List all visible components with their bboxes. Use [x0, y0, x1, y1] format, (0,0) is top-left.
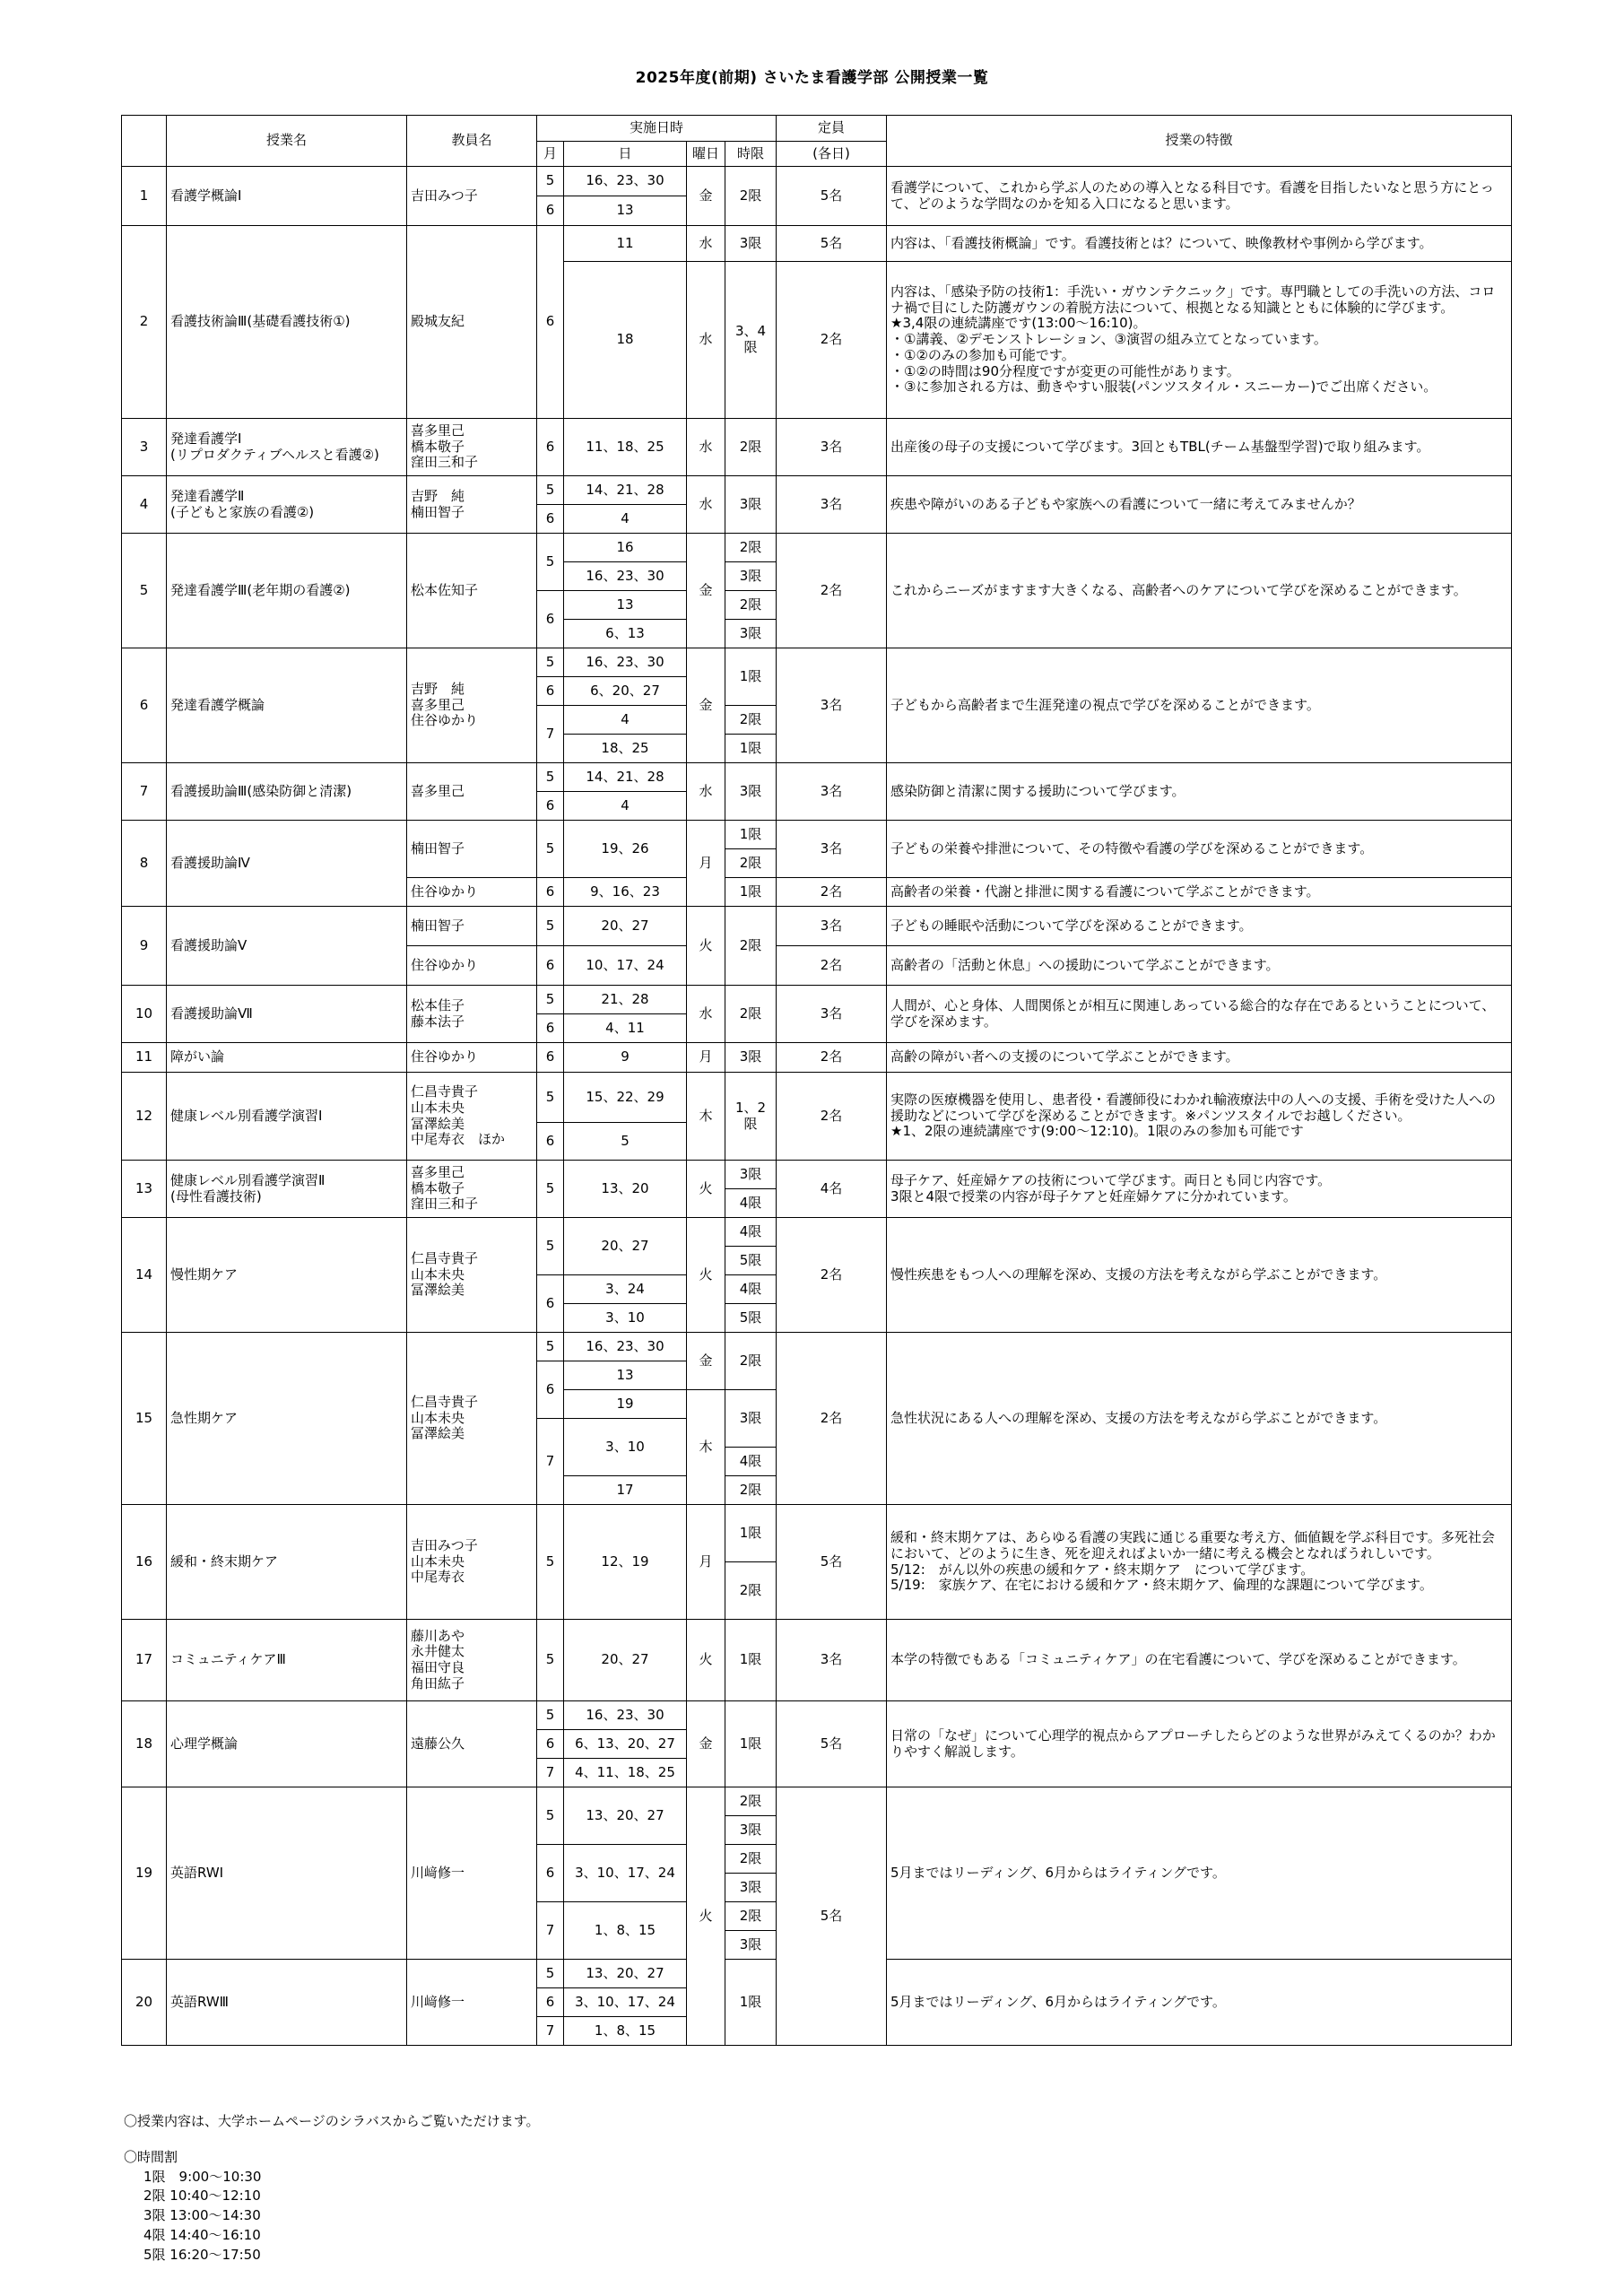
capacity-cell: 4名	[777, 1161, 887, 1218]
period-cell: 3限	[725, 1816, 777, 1845]
month-cell: 6	[537, 792, 564, 821]
feature-cell: 看護学について、これから学ぶ人のための導入となる科目です。看護を目指したいなと思う方にとって、どのような学問なのかを知る入口になると思います。	[887, 167, 1512, 226]
day-cell: 13	[564, 1361, 687, 1390]
teacher-name-cell: 松本佳子 藤本法子	[407, 986, 537, 1043]
feature-cell: 日常の「なぜ」について心理学的視点からアプローチしたらどのような世界がみえてくるのか？わかりやすく解説します。	[887, 1701, 1512, 1787]
period-cell: 3限	[725, 763, 777, 821]
period-cell: 2限	[725, 1333, 777, 1390]
feature-cell: 母子ケア、妊産婦ケアの技術について学びます。両日とも同じ内容です。 3限と4限で授業の内容が母子ケアと妊産婦ケアに分かれています。	[887, 1161, 1512, 1218]
teacher-name-cell: 吉田みつ子 山本未央 中尾寿衣	[407, 1505, 537, 1620]
course-name-cell: 英語RWⅢ	[167, 1960, 407, 2046]
day-cell: 4	[564, 792, 687, 821]
period-cell: 4限	[725, 1275, 777, 1304]
row-number-cell: 14	[122, 1218, 167, 1333]
weekday-cell: 金	[687, 1701, 725, 1787]
row-number-cell: 1	[122, 167, 167, 226]
period-cell: 5限	[725, 1304, 777, 1333]
row-number-cell: 18	[122, 1701, 167, 1787]
day-cell: 14、21、28	[564, 476, 687, 505]
day-cell: 3、10、17、24	[564, 1988, 687, 2017]
table-row	[122, 986, 1512, 1014]
feature-cell: 出産後の母子の支援について学びます。3回ともTBL(チーム基盤型学習)で取り組みます。	[887, 419, 1512, 476]
day-cell: 11	[564, 226, 687, 262]
capacity-cell: 5名	[777, 1701, 887, 1787]
row-number-cell: 15	[122, 1333, 167, 1505]
day-cell: 13、20、27	[564, 1960, 687, 1988]
feature-cell: 感染防御と清潔に関する援助について学びます。	[887, 763, 1512, 821]
feature-cell: 高齢者の「活動と休息」への援助について学ぶことができます。	[887, 946, 1512, 986]
teacher-name-cell: 住谷ゆかり	[407, 946, 537, 986]
feature-cell: 人間が、心と身体、人間関係とが相互に関連しあっている総合的な存在であるということについて、学びを深めます。	[887, 986, 1512, 1043]
course-name-cell: 看護技術論Ⅲ(基礎看護技術①)	[167, 226, 407, 419]
month-cell: 6	[537, 1275, 564, 1333]
month-cell: 5	[537, 1161, 564, 1218]
day-cell: 1、8、15	[564, 2017, 687, 2046]
period-cell: 4限	[725, 1189, 777, 1218]
table-row	[122, 1218, 1512, 1247]
day-cell: 13、20、27	[564, 1787, 687, 1845]
feature-cell: 高齢の障がい者への支援のについて学ぶことができます。	[887, 1043, 1512, 1073]
month-cell: 6	[537, 677, 564, 706]
timetable-heading: 〇時間割	[124, 2148, 178, 2165]
day-cell: 3、10	[564, 1419, 687, 1476]
day-cell: 10、17、24	[564, 946, 687, 986]
weekday-cell: 月	[687, 1043, 725, 1073]
month-cell: 7	[537, 1902, 564, 1960]
timetable-slot: 4限 14:40～16:10	[143, 2226, 261, 2243]
row-number-cell: 4	[122, 476, 167, 534]
timetable-slot: 3限 13:00～14:30	[143, 2207, 261, 2223]
teacher-name-cell: 喜多里己 橋本敬子 窪田三和子	[407, 419, 537, 476]
feature-cell: 本学の特徴でもある「コミュニティケア」の在宅看護について、学びを深めることができます。	[887, 1620, 1512, 1701]
day-cell: 11、18、25	[564, 419, 687, 476]
period-cell: 4限	[725, 1448, 777, 1476]
day-cell: 20、27	[564, 907, 687, 946]
day-cell: 4、11	[564, 1014, 687, 1043]
course-table	[121, 115, 1512, 2046]
course-name-cell: 発達看護学概論	[167, 648, 407, 763]
capacity-cell: 2名	[777, 534, 887, 648]
capacity-cell: 2名	[777, 946, 887, 986]
timetable-slot: 5限 16:20～17:50	[143, 2246, 261, 2263]
feature-cell: 急性状況にある人への理解を深め、支援の方法を考えながら学ぶことができます。	[887, 1333, 1512, 1505]
month-cell: 5	[537, 648, 564, 677]
syllabus-note: 〇授業内容は、大学ホームページのシラバスからご覧いただけます。	[124, 2113, 540, 2129]
month-cell: 5	[537, 763, 564, 792]
teacher-name-cell: 吉野 純 喜多里己 住谷ゆかり	[407, 648, 537, 763]
month-cell: 6	[537, 878, 564, 907]
day-cell: 19、26	[564, 821, 687, 878]
capacity-cell: 3名	[777, 419, 887, 476]
day-cell: 4	[564, 505, 687, 534]
row-number-cell: 3	[122, 419, 167, 476]
day-cell: 6、20、27	[564, 677, 687, 706]
header-feature: 授業の特徴	[887, 116, 1512, 167]
month-cell: 5	[537, 1960, 564, 1988]
period-cell: 2限	[725, 986, 777, 1043]
table-row	[122, 763, 1512, 792]
row-number-cell: 20	[122, 1960, 167, 2046]
row-number-cell: 9	[122, 907, 167, 986]
capacity-cell: 3名	[777, 476, 887, 534]
row-number-cell: 19	[122, 1787, 167, 1960]
day-cell: 9、16、23	[564, 878, 687, 907]
period-cell: 3限	[725, 1161, 777, 1189]
day-cell: 1、8、15	[564, 1902, 687, 1960]
day-cell: 17	[564, 1476, 687, 1505]
feature-cell: 5月まではリーディング、6月からはライティングです。	[887, 1787, 1512, 1960]
table-row	[122, 821, 1512, 849]
capacity-cell: 5名	[777, 1505, 887, 1620]
day-cell: 6、13、20、27	[564, 1730, 687, 1759]
period-cell: 3限	[725, 620, 777, 648]
teacher-name-cell: 藤川あや 永井健太 福田守良 角田紘子	[407, 1620, 537, 1701]
weekday-cell: 水	[687, 226, 725, 262]
day-cell: 18	[564, 262, 687, 419]
course-name-cell: 心理学概論	[167, 1701, 407, 1787]
capacity-cell: 2名	[777, 1218, 887, 1333]
table-row	[122, 1161, 1512, 1189]
month-cell: 6	[537, 196, 564, 226]
day-cell: 14、21、28	[564, 763, 687, 792]
course-name-cell: 発達看護学Ⅲ(老年期の看護②)	[167, 534, 407, 648]
notes	[124, 2112, 540, 2265]
capacity-cell: 3名	[777, 648, 887, 763]
period-cell: 3限	[725, 1390, 777, 1448]
month-cell: 7	[537, 1759, 564, 1787]
month-cell: 6	[537, 591, 564, 648]
day-cell: 18、25	[564, 735, 687, 763]
header-no	[122, 116, 167, 167]
capacity-cell: 2名	[777, 262, 887, 419]
day-cell: 16、23、30	[564, 167, 687, 196]
page-title: 2025年度(前期) さいたま看護学部 公開授業一覧	[635, 69, 989, 87]
period-cell: 3限	[725, 1874, 777, 1902]
period-cell: 2限	[725, 167, 777, 226]
row-number-cell: 6	[122, 648, 167, 763]
day-cell: 12、19	[564, 1505, 687, 1620]
capacity-cell: 2名	[777, 1333, 887, 1505]
header-capacity-sub: (各日)	[777, 142, 887, 167]
feature-cell: 緩和・終末期ケアは、あらゆる看護の実践に通じる重要な考え方、価値観を学ぶ科目です。多死社会において、どのように生き、死を迎えればよいか一緒に考える機会となればうれしいです。 5/12: がん以外の疾患の緩和ケア・終末期ケア について学びます。 5/19: 家族ケア、在宅における緩和ケア・終末期ケア、倫理的な課題について学びます。	[887, 1505, 1512, 1620]
capacity-cell: 3名	[777, 986, 887, 1043]
weekday-cell: 水	[687, 262, 725, 419]
period-cell: 2限	[725, 591, 777, 620]
capacity-cell: 5名	[777, 167, 887, 226]
period-cell: 2限	[725, 1476, 777, 1505]
row-number-cell: 16	[122, 1505, 167, 1620]
course-name-cell: 緩和・終末期ケア	[167, 1505, 407, 1620]
timetable-slot: 2限 10:40～12:10	[143, 2187, 261, 2205]
feature-cell: 5月まではリーディング、6月からはライティングです。	[887, 1960, 1512, 2046]
period-cell: 2限	[725, 1902, 777, 1931]
month-cell: 6	[537, 1014, 564, 1043]
weekday-cell: 水	[687, 419, 725, 476]
teacher-name-cell: 松本佐知子	[407, 534, 537, 648]
capacity-cell: 2名	[777, 878, 887, 907]
month-cell: 6	[537, 1361, 564, 1419]
day-cell: 13	[564, 196, 687, 226]
day-cell: 13	[564, 591, 687, 620]
feature-cell: 疾患や障がいのある子どもや家族への看護について一緒に考えてみませんか？	[887, 476, 1512, 534]
weekday-cell: 金	[687, 648, 725, 763]
header-teacher: 教員名	[407, 116, 537, 167]
month-cell: 5	[537, 1701, 564, 1730]
day-cell: 3、24	[564, 1275, 687, 1304]
period-cell: 1、2限	[725, 1073, 777, 1161]
day-cell: 21、28	[564, 986, 687, 1014]
period-cell: 1限	[725, 1620, 777, 1701]
day-cell: 16、23、30	[564, 648, 687, 677]
period-cell: 2限	[725, 1845, 777, 1874]
header-period: 時限	[725, 142, 777, 167]
course-name-cell: 看護援助論Ⅴ	[167, 907, 407, 986]
capacity-cell: 3名	[777, 907, 887, 946]
teacher-name-cell: 遠藤公久	[407, 1701, 537, 1787]
header-weekday: 曜日	[687, 142, 725, 167]
day-cell: 4	[564, 706, 687, 735]
table-row	[122, 648, 1512, 677]
feature-cell: 高齢者の栄養・代謝と排泄に関する看護について学ぶことができます。	[887, 878, 1512, 907]
teacher-name-cell: 仁昌寺貴子 山本未央 冨澤絵美	[407, 1218, 537, 1333]
teacher-name-cell: 楠田智子	[407, 907, 537, 946]
day-cell: 5	[564, 1123, 687, 1161]
day-cell: 16	[564, 534, 687, 562]
course-name-cell: 発達看護学Ⅱ (子どもと家族の看護②)	[167, 476, 407, 534]
month-cell: 5	[537, 1505, 564, 1620]
weekday-cell: 月	[687, 821, 725, 907]
table-row	[122, 1787, 1512, 1816]
header-row	[122, 116, 1512, 142]
row-number-cell: 5	[122, 534, 167, 648]
month-cell: 6	[537, 226, 564, 419]
period-cell: 2限	[725, 849, 777, 878]
month-cell: 5	[537, 476, 564, 505]
table-row	[122, 226, 1512, 262]
feature-cell: 内容は、「感染予防の技術1：手洗い・ガウンテクニック」です。専門職としての手洗いの方法、コロナ禍で目にした防護ガウンの着脱方法について、根拠となる知識とともに体験的に学びます。 ★3,4限の連続講座です(13:00～16:10)。 ・①講義、②デモンストレーション、③演習の組み立てとなっています。 ・①②のみの参加も可能です。 ・①②の時間は90分程度ですが変更の可能性があります。 ・③に参加される方は、動きやすい服装(パンツスタイル・スニーカー)でご出席ください。	[887, 262, 1512, 419]
course-name-cell: 健康レベル別看護学演習Ⅰ	[167, 1073, 407, 1161]
table-row	[122, 907, 1512, 946]
teacher-name-cell: 殿城友紀	[407, 226, 537, 419]
teacher-name-cell: 仁昌寺貴子 山本未央 冨澤絵美	[407, 1333, 537, 1505]
header-day: 日	[564, 142, 687, 167]
month-cell: 5	[537, 986, 564, 1014]
timetable-slot: 1限 9:00～10:30	[143, 2168, 262, 2185]
month-cell: 7	[537, 706, 564, 763]
period-cell: 3限	[725, 226, 777, 262]
teacher-name-cell: 川﨑修一	[407, 1960, 537, 2046]
table-row	[122, 167, 1512, 196]
period-cell: 1限	[725, 1960, 777, 2046]
feature-cell: 子どもの睡眠や活動について学びを深めることができます。	[887, 907, 1512, 946]
teacher-name-cell: 仁昌寺貴子 山本未央 冨澤絵美 中尾寿衣 ほか	[407, 1073, 537, 1161]
month-cell: 6	[537, 419, 564, 476]
row-number-cell: 2	[122, 226, 167, 419]
teacher-name-cell: 喜多里己	[407, 763, 537, 821]
weekday-cell: 水	[687, 476, 725, 534]
period-cell: 4限	[725, 1218, 777, 1247]
weekday-cell: 木	[687, 1073, 725, 1161]
course-name-cell: 看護援助論Ⅶ	[167, 986, 407, 1043]
month-cell: 6	[537, 1845, 564, 1902]
capacity-cell: 3名	[777, 1620, 887, 1701]
table-row	[122, 1620, 1512, 1701]
row-number-cell: 11	[122, 1043, 167, 1073]
teacher-name-cell: 住谷ゆかり	[407, 1043, 537, 1073]
row-number-cell: 13	[122, 1161, 167, 1218]
table-row	[122, 419, 1512, 476]
day-cell: 16、23、30	[564, 562, 687, 591]
course-name-cell: コミュニティケアⅢ	[167, 1620, 407, 1701]
period-cell: 2限	[725, 1562, 777, 1620]
month-cell: 5	[537, 907, 564, 946]
day-cell: 19	[564, 1390, 687, 1419]
row-number-cell: 8	[122, 821, 167, 907]
period-cell: 3限	[725, 1931, 777, 1960]
weekday-cell: 火	[687, 1620, 725, 1701]
month-cell: 5	[537, 534, 564, 591]
course-name-cell: 健康レベル別看護学演習Ⅱ (母性看護技術)	[167, 1161, 407, 1218]
month-cell: 7	[537, 2017, 564, 2046]
weekday-cell: 火	[687, 1787, 725, 2046]
course-name-cell: 急性期ケア	[167, 1333, 407, 1505]
feature-cell: 慢性疾患をもつ人への理解を深め、支援の方法を考えながら学ぶことができます。	[887, 1218, 1512, 1333]
weekday-cell: 水	[687, 986, 725, 1043]
period-cell: 1限	[725, 735, 777, 763]
header-when: 実施日時	[537, 116, 777, 142]
row-number-cell: 12	[122, 1073, 167, 1161]
course-name-cell: 慢性期ケア	[167, 1218, 407, 1333]
period-cell: 1限	[725, 878, 777, 907]
day-cell: 6、13	[564, 620, 687, 648]
day-cell: 16、23、30	[564, 1701, 687, 1730]
period-cell: 1限	[725, 1505, 777, 1562]
row-number-cell: 10	[122, 986, 167, 1043]
teacher-name-cell: 喜多里己 橋本敬子 窪田三和子	[407, 1161, 537, 1218]
period-cell: 3限	[725, 476, 777, 534]
row-number-cell: 17	[122, 1620, 167, 1701]
day-cell: 16、23、30	[564, 1333, 687, 1361]
period-cell: 2限	[725, 1787, 777, 1816]
table-row	[122, 1043, 1512, 1073]
period-cell: 2限	[725, 706, 777, 735]
weekday-cell: 月	[687, 1505, 725, 1620]
weekday-cell: 木	[687, 1390, 725, 1505]
month-cell: 7	[537, 1419, 564, 1505]
month-cell: 5	[537, 167, 564, 196]
capacity-cell: 5名	[777, 226, 887, 262]
capacity-cell: 2名	[777, 1073, 887, 1161]
period-cell: 2限	[725, 534, 777, 562]
capacity-cell: 5名	[777, 1787, 887, 2046]
weekday-cell: 火	[687, 1161, 725, 1218]
course-name-cell: 英語RWⅠ	[167, 1787, 407, 1960]
month-cell: 6	[537, 1123, 564, 1161]
period-cell: 2限	[725, 907, 777, 986]
period-cell: 5限	[725, 1247, 777, 1275]
day-cell: 20、27	[564, 1620, 687, 1701]
weekday-cell: 金	[687, 1333, 725, 1390]
row-number-cell: 7	[122, 763, 167, 821]
header-capacity: 定員	[777, 116, 887, 142]
course-name-cell: 看護学概論Ⅰ	[167, 167, 407, 226]
weekday-cell: 火	[687, 1218, 725, 1333]
header-month: 月	[537, 142, 564, 167]
period-cell: 1限	[725, 1701, 777, 1787]
month-cell: 6	[537, 1988, 564, 2017]
teacher-name-cell: 川﨑修一	[407, 1787, 537, 1960]
period-cell: 3限	[725, 562, 777, 591]
course-name-cell: 発達看護学Ⅰ (リプロダクティブヘルスと看護②)	[167, 419, 407, 476]
capacity-cell: 3名	[777, 821, 887, 878]
month-cell: 5	[537, 1333, 564, 1361]
period-cell: 2限	[725, 419, 777, 476]
teacher-name-cell: 吉田みつ子	[407, 167, 537, 226]
capacity-cell: 2名	[777, 1043, 887, 1073]
period-cell: 1限	[725, 648, 777, 706]
teacher-name-cell: 楠田智子	[407, 821, 537, 878]
feature-cell: 実際の医療機器を使用し、患者役・看護師役にわかれ輸液療法中の人への支援、手術を受けた人への援助などについて学びを深めることができます。※パンツスタイルでお越しください。 ★1、2限の連続講座です(9:00～12:10)。1限のみの参加も可能です	[887, 1073, 1512, 1161]
period-cell: 1限	[725, 821, 777, 849]
table-row	[122, 476, 1512, 505]
month-cell: 5	[537, 1620, 564, 1701]
course-name-cell: 障がい論	[167, 1043, 407, 1073]
day-cell: 4、11、18、25	[564, 1759, 687, 1787]
day-cell: 3、10	[564, 1304, 687, 1333]
feature-cell: 子どもから高齢者まで生涯発達の視点で学びを深めることができます。	[887, 648, 1512, 763]
course-name-cell: 看護援助論Ⅲ(感染防御と清潔)	[167, 763, 407, 821]
feature-cell: 内容は、「看護技術概論」です。看護技術とは？について、映像教材や事例から学びます。	[887, 226, 1512, 262]
weekday-cell: 金	[687, 534, 725, 648]
day-cell: 3、10、17、24	[564, 1845, 687, 1902]
weekday-cell: 火	[687, 907, 725, 986]
feature-cell: これからニーズがますます大きくなる、高齢者へのケアについて学びを深めることができます。	[887, 534, 1512, 648]
month-cell: 5	[537, 1073, 564, 1123]
month-cell: 6	[537, 505, 564, 534]
month-cell: 5	[537, 1218, 564, 1275]
header-course: 授業名	[167, 116, 407, 167]
month-cell: 6	[537, 946, 564, 986]
month-cell: 6	[537, 1043, 564, 1073]
month-cell: 5	[537, 1787, 564, 1845]
month-cell: 5	[537, 821, 564, 878]
day-cell: 15、22、29	[564, 1073, 687, 1123]
table-row	[122, 1505, 1512, 1562]
weekday-cell: 水	[687, 763, 725, 821]
table-row	[122, 534, 1512, 562]
teacher-name-cell: 吉野 純 楠田智子	[407, 476, 537, 534]
table-row	[122, 1333, 1512, 1361]
weekday-cell: 金	[687, 167, 725, 226]
day-cell: 20、27	[564, 1218, 687, 1275]
period-cell: 3限	[725, 1043, 777, 1073]
feature-cell: 子どもの栄養や排泄について、その特徴や看護の学びを深めることができます。	[887, 821, 1512, 878]
table-row	[122, 1073, 1512, 1123]
month-cell: 6	[537, 1730, 564, 1759]
day-cell: 13、20	[564, 1161, 687, 1218]
table-row	[122, 1701, 1512, 1730]
period-cell: 3、4限	[725, 262, 777, 419]
day-cell: 9	[564, 1043, 687, 1073]
course-name-cell: 看護援助論Ⅳ	[167, 821, 407, 907]
capacity-cell: 3名	[777, 763, 887, 821]
teacher-name-cell: 住谷ゆかり	[407, 878, 537, 907]
